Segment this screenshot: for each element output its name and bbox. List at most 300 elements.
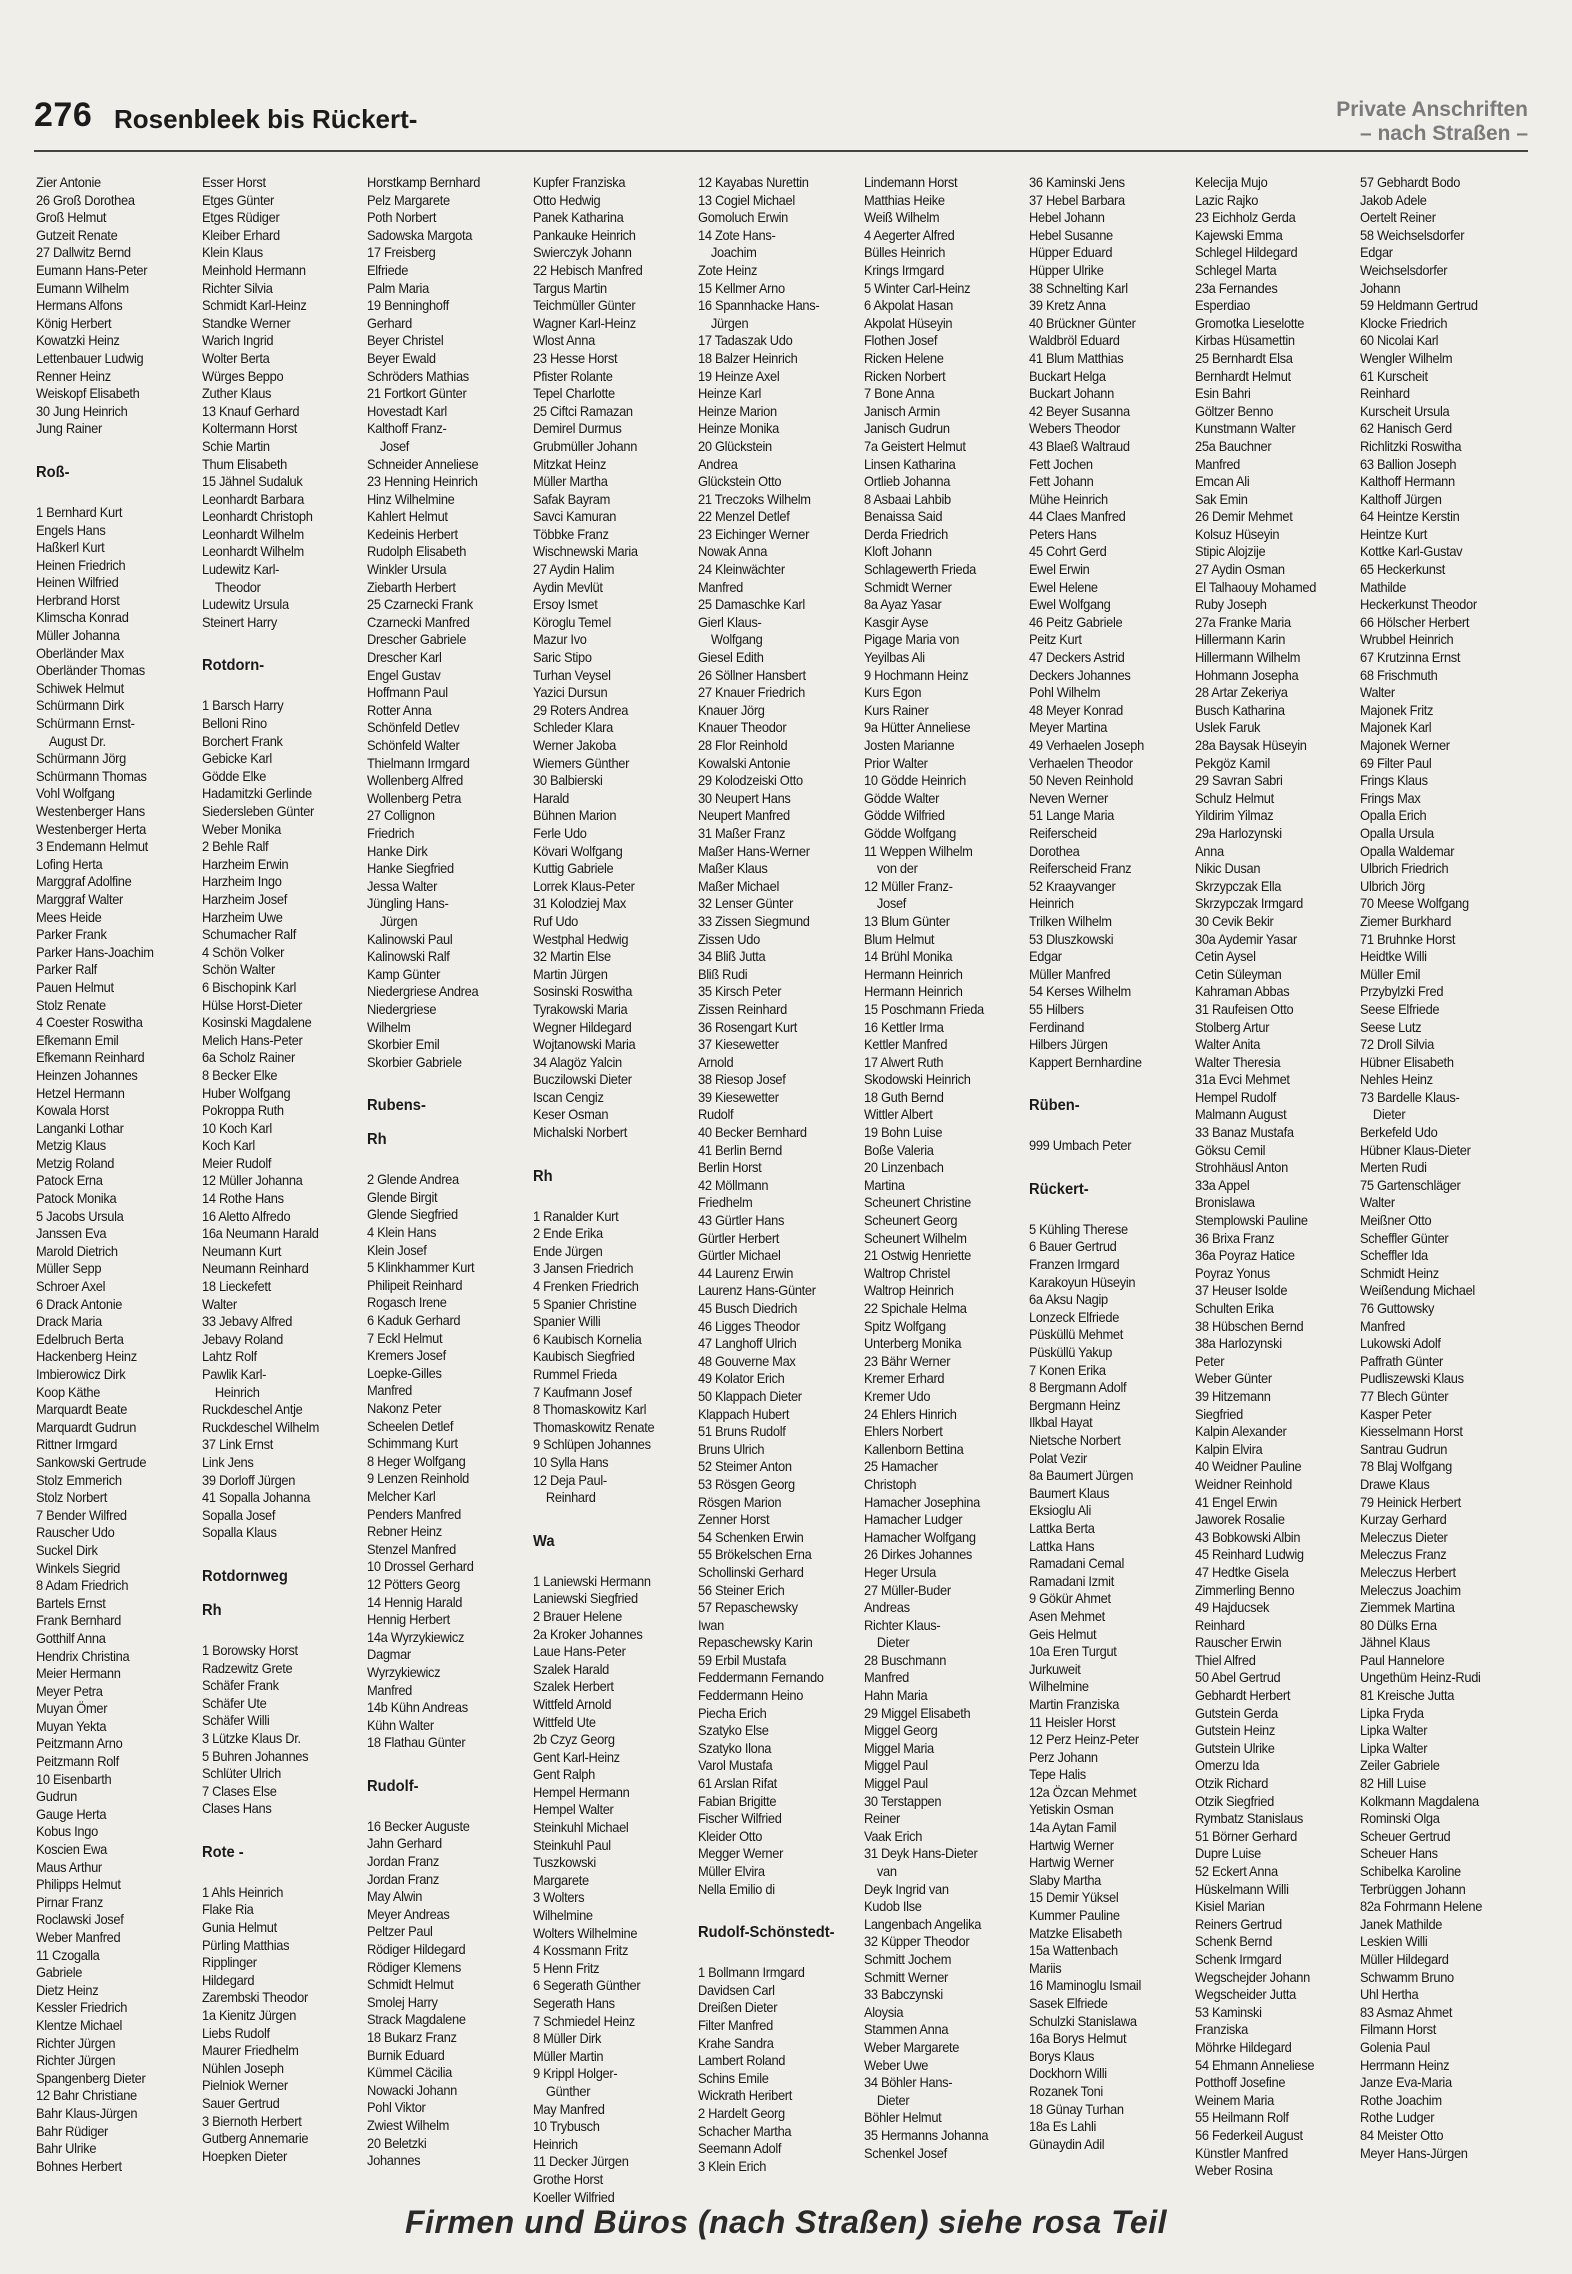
house-number-entry: 10 Sylla Hans [532,1453,608,1470]
resident-entry: Köroglu Temel [532,613,611,630]
resident-entry: Ewel Wolfgang [1029,596,1111,613]
resident-entry: Kottke Karl-Gustav [1360,543,1463,560]
resident-entry: Kasper Peter [1360,1405,1432,1422]
resident-entry: Bernhardt Helmut [1194,367,1291,384]
resident-entry: Heinze Marion [698,402,777,419]
resident-entry: Thomaskowitz Renate [532,1418,654,1435]
house-number-entry: 25 Ciftci Ramazan [532,402,633,419]
resident-entry: Kurs Egon [863,684,921,701]
resident-entry: Weiß Wilhelm [863,209,939,226]
resident-entry: Uhl Hertha [1360,1986,1419,2003]
resident-entry: Hendrix Christina [36,1647,130,1664]
resident-entry: Benaissa Said [863,508,942,525]
resident-entry: Smolej Harry [367,1993,438,2010]
resident-entry: Otzik Siegfried [1194,1792,1274,1809]
house-number-entry: 11 Czogalla [36,1946,100,1963]
resident-entry: Tepe Halis [1029,1766,1086,1783]
resident-entry: Krahe Sandra [698,2034,774,2051]
resident-entry: Esperdiao [1194,297,1250,314]
resident-entry: Herrmann Heinz [1360,2056,1450,2073]
house-number-entry: 7 Clases Else [201,1782,277,1799]
spacer [367,1804,519,1818]
resident-entry: Stenzel Manfred [367,1540,456,1557]
resident-entry: Buckart Helga [1029,367,1106,384]
house-number-entry: 31 Maßer Franz [698,824,786,841]
resident-entry: Fischer Wilfried [698,1810,782,1827]
house-number-entry: 21 Treczoks Wilhelm [698,490,811,507]
resident-entry: Aydin Mevlüt [532,578,603,595]
house-number-entry: 37 Link Ernst [201,1436,273,1453]
resident-entry: Frank Bernhard [36,1612,121,1629]
house-number-entry: 27 Müller-Buder [863,1581,951,1598]
resident-entry: Schibelka Karoline [1360,1863,1461,1879]
resident-entry: Jessa Walter [367,877,438,894]
house-number-entry: 2b Czyz Georg [532,1731,615,1748]
resident-entry: Fett Johann [1029,473,1094,490]
resident-entry: Hebel Johann [1029,209,1105,226]
resident-entry: Uslek Faruk [1194,719,1260,736]
resident-entry: Mathilde [1360,578,1407,595]
house-number-entry: 81 Kreische Jutta [1360,1687,1455,1704]
resident-entry: Heckerkunst Theodor [1360,596,1477,613]
resident-entry: Hebel Susanne [1029,226,1113,243]
resident-entry: Hanke Dirk [367,842,428,859]
resident-entry: Andreas [863,1599,910,1616]
resident-entry: Müller Emil [1360,965,1421,982]
house-number-entry: 25 Bernhardt Elsa [1194,349,1293,366]
house-number-entry: 19 Bohn Luise [863,1124,942,1141]
resident-entry: Kremer Udo [863,1387,930,1404]
spacer [533,1559,685,1573]
resident-entry: Skorbier Emil [367,1036,440,1053]
house-number-entry: 15 Kellmer Arno [698,279,785,296]
resident-entry: Schmidt Helmut [367,1976,454,1993]
resident-entry: Teichmüller Günter [532,297,635,314]
resident-entry: Niedergriese [367,1000,437,1017]
resident-entry: Pokroppa Ruth [201,1102,284,1119]
resident-entry: Ulbrich Friedrich [1360,860,1449,877]
resident-entry: Esin Bahri [1194,385,1250,402]
spacer [367,1071,519,1085]
entry-continuation: Theodor [214,578,261,595]
resident-entry: Paffrath Günter [1360,1352,1444,1369]
house-number-entry: 32 Küpper Theodor [863,1933,969,1950]
resident-entry: Gerhard [367,314,413,331]
resident-entry: Bronislawa [1194,1194,1255,1211]
resident-entry: Krings Irmgard [863,261,944,278]
resident-entry: Filter Manfred [698,2016,773,2033]
resident-entry: Sosinski Roswitha [532,983,632,1000]
resident-entry: Meyer Hans-Jürgen [1360,2144,1468,2161]
house-number-entry: 40 Becker Bernhard [698,1124,807,1141]
resident-entry: Jordan Franz [367,1853,440,1870]
house-number-entry: 17 Freisberg [367,244,436,261]
resident-entry: Zwiest Wilhelm [367,2116,450,2133]
resident-entry: Janisch Gudrun [863,420,950,437]
resident-entry: Meyer Martina [1029,719,1108,736]
house-number-entry: 12 Müller Johanna [201,1172,303,1189]
resident-entry: Zissen Reinhard [698,1000,787,1017]
house-number-entry: 15a Wattenbach [1029,1942,1118,1959]
resident-entry: Edelbruch Berta [36,1330,124,1347]
resident-entry: Zissen Udo [698,930,760,947]
resident-entry: Hillermann Karin [1194,631,1285,648]
resident-entry: Kelecija Mujo [1194,174,1267,190]
resident-entry: Püsküllü Yakup [1029,1344,1113,1361]
resident-entry: Hohmann Josepha [1194,666,1298,683]
resident-entry: Kalpin Alexander [1194,1423,1287,1440]
resident-entry: May Manfred [532,2100,605,2117]
house-number-entry: 1 Barsch Harry [201,697,283,714]
resident-entry: Jurkuweit [1029,1660,1081,1677]
page-title: Rosenbleek bis Rückert- [114,104,418,134]
resident-entry: Meier Hermann [36,1665,121,1682]
street-heading: Rh [532,1167,553,1185]
house-number-entry: 31a Evci Mehmet [1194,1071,1290,1088]
house-number-entry: 23 Eichholz Gerda [1194,209,1295,226]
resident-entry: Majonek Werner [1360,737,1450,753]
resident-entry: Szatyko Else [698,1722,769,1739]
resident-entry: Efkemann Emil [36,1031,119,1048]
resident-entry: Ortlieb Johanna [863,473,950,490]
resident-entry: Lipka Fryda [1360,1704,1424,1721]
house-number-entry: 36 Rosengart Kurt [698,1018,798,1035]
resident-entry: Rebner Heinz [367,1523,442,1540]
resident-entry: Wittfeld Arnold [532,1695,611,1712]
resident-entry: Ripplinger [201,1954,257,1971]
resident-entry: Otto Hedwig [532,191,600,208]
resident-entry: Melich Hans-Peter [201,1031,302,1048]
resident-entry: Heinze Monika [698,420,780,437]
house-number-entry: 38 Schnelting Karl [1029,279,1128,296]
house-number-entry: 8 Asbaai Lahbib [863,490,951,507]
house-number-entry: 6a Scholz Rainer [201,1049,295,1066]
directory-column [367,174,533,2169]
house-number-entry: 28 Flor Reinhold [698,737,788,753]
resident-entry: Hinz Wilhelmine [367,490,455,507]
house-number-entry: 12 Müller Franz- [863,877,953,894]
resident-entry: Koch Karl [201,1137,255,1154]
resident-entry: Drawe Klaus [1360,1475,1430,1492]
resident-entry: El Talhaouy Mohamed [1194,578,1316,595]
house-number-entry: 30 Jung Heinrich [36,402,128,419]
resident-entry: Skrzypczak Irmgard [1194,895,1303,912]
resident-entry: Marggraf Walter [36,890,124,907]
resident-entry: Schlagewerth Frieda [863,561,976,578]
house-number-entry: 1 Borowsky Horst [201,1641,298,1658]
resident-entry: Scheuer Gertrud [1360,1827,1451,1844]
street-heading: Rotdorn- [201,657,264,675]
resident-entry: Ruby Joseph [1194,596,1267,613]
resident-entry: Wegscheider Jutta [1194,1986,1296,2003]
resident-entry: Pudliszewski Klaus [1360,1370,1464,1387]
resident-entry: Horstkamp Bernhard [367,174,481,190]
house-number-entry: 18 Lieckefett [201,1278,271,1295]
spacer [698,1950,850,1964]
resident-entry: Mühe Heinrich [1029,490,1108,507]
house-number-entry: 14 Zote Hans- [698,226,776,243]
resident-entry: Kunstmann Walter [1194,420,1295,437]
house-number-entry: 2 Ende Erika [532,1225,603,1242]
resident-entry: Pielniok Werner [201,2077,288,2094]
resident-entry: Ziemer Burkhard [1360,912,1452,929]
resident-entry: Drescher Gabriele [367,631,467,648]
resident-entry: Heinen Friedrich [36,556,126,573]
house-number-entry: 68 Frischmuth [1360,666,1438,683]
resident-entry: Gutstein Heinz [1194,1722,1275,1739]
resident-entry: Lettenbauer Ludwig [36,349,144,366]
resident-entry: Frings Klaus [1360,772,1428,789]
resident-entry: Gunia Helmut [201,1919,277,1936]
resident-entry: Meleczus Joachim [1360,1581,1461,1598]
house-number-entry: 15 Poschmann Frieda [863,1000,984,1017]
house-number-entry: 10 Eisenbarth [36,1770,112,1787]
resident-entry: Mariis [1029,1959,1062,1976]
resident-entry: Kahlert Helmut [367,508,448,525]
resident-entry: Dorothea [1029,842,1080,859]
resident-entry: Walter [201,1295,237,1312]
resident-entry: Schönfeld Detlev [367,719,460,736]
resident-entry: Sak Emin [1194,490,1248,507]
resident-entry: Rominski Olga [1360,1810,1440,1827]
house-number-entry: 36 Brixa Franz [1194,1229,1274,1246]
house-number-entry: 20 Beletzki [367,2134,427,2151]
resident-entry: Bahr Klaus-Jürgen [36,2104,138,2121]
house-number-entry: 6a Aksu Nagip [1029,1291,1108,1308]
directory-column [1360,174,1526,2164]
house-number-entry: 7 Konen Erika [1029,1361,1106,1378]
section-label [1336,98,1528,146]
resident-entry: Ludewitz Karl- [201,561,279,578]
resident-entry: Weber Rosina [1194,2162,1273,2179]
resident-entry: Berlin Horst [698,1159,762,1176]
directory-column [1029,174,1195,2164]
resident-entry: Waldbröl Eduard [1029,332,1120,349]
spacer [698,1898,850,1912]
resident-entry: Fabian Brigitte [698,1792,777,1809]
resident-entry: Christoph [863,1475,916,1492]
resident-entry: Martina [863,1176,905,1193]
resident-entry: Yetiskin Osman [1029,1801,1114,1818]
resident-entry: Wilhelmine [532,1907,593,1924]
house-number-entry: 3 Klein Erich [698,2157,767,2174]
house-number-entry: 20 Linzenbach [863,1159,944,1176]
house-number-entry: 39 Hitzemann [1194,1387,1271,1404]
house-number-entry: 25 Hamacher [863,1458,938,1475]
house-number-entry: 9 Hochmann Heinz [863,666,968,683]
resident-entry: Sadowska Margota [367,226,473,243]
resident-entry: Spanier Willi [532,1313,600,1330]
resident-entry: Reiners Gertrud [1194,1915,1282,1932]
resident-entry: Etges Günter [201,191,274,208]
resident-entry: Schroer Axel [36,1278,106,1295]
house-number-entry: 53 Dluszkowski [1029,930,1114,947]
resident-entry: Schleder Klara [532,719,613,736]
house-number-entry: 11 Weppen Wilhelm [863,842,973,859]
resident-entry: Kowalski Antonie [698,754,791,771]
resident-entry: Gabriele [36,1964,83,1981]
resident-entry: Opalla Ursula [1360,824,1434,841]
resident-entry: Klein Klaus [201,244,263,261]
spacer [1029,1155,1181,1169]
resident-entry: Hennig Herbert [367,1611,450,1628]
house-number-entry: 12 Deja Paul- [532,1471,607,1488]
resident-entry: Edgar [1360,244,1393,261]
house-number-entry: 19 Heinze Axel [698,367,780,384]
resident-entry: Klimscha Konrad [36,609,129,626]
resident-entry: Jüngling Hans- [367,895,449,912]
resident-entry: Rummel Frieda [532,1366,617,1382]
house-number-entry: 82a Fohrmann Helene [1360,1898,1483,1915]
resident-entry: Flake Ria [201,1901,254,1918]
resident-entry: Oertelt Reiner [1360,209,1436,226]
resident-entry: Stolz Emmerich [36,1471,122,1488]
resident-entry: Franzen Irmgard [1029,1256,1120,1273]
resident-entry: Giesel Edith [698,649,764,666]
resident-entry: Schröders Mathias [367,367,469,384]
resident-entry: Yeyilbas Ali [863,649,925,666]
house-number-entry: 13 Cogiel Michael [698,191,795,208]
resident-entry: Borchert Frank [201,732,283,749]
entry-continuation: Jürgen [710,314,749,331]
resident-entry: Ziebarth Herbert [367,578,456,595]
resident-entry: Kajewski Emma [1194,226,1282,243]
house-number-entry: 10 Drossel Gerhard [367,1558,474,1575]
resident-entry: Dupre Luise [1194,1845,1261,1862]
resident-entry: Müller Sepp [36,1260,102,1277]
house-number-entry: 7 Bender Wilfred [36,1506,127,1523]
house-number-entry: 26 Demir Mehmet [1194,508,1293,525]
house-number-entry: 56 Steiner Erich [698,1581,785,1598]
resident-entry: Targus Martin [532,279,607,296]
resident-entry: Janssen Eva [36,1225,107,1242]
resident-entry: Franziska [1194,2021,1248,2038]
resident-entry: Knauer Theodor [698,719,787,736]
resident-entry: Savci Kamuran [532,508,616,525]
house-number-entry: 5 Winter Carl-Heinz [863,279,970,296]
resident-entry: Gutzeit Renate [36,226,118,243]
resident-entry: Thum Elisabeth [201,455,287,472]
resident-entry: Walter Anita [1194,1036,1260,1053]
resident-entry: Walter Theresia [1194,1053,1280,1070]
house-number-entry: 45 Reinhard Ludwig [1194,1546,1304,1563]
resident-entry: Manfred [863,1669,909,1686]
house-number-entry: 33 Banaz Mustafa [1194,1124,1294,1141]
resident-entry: Filmann Horst [1360,2021,1436,2038]
resident-entry: Stolz Renate [36,996,106,1013]
resident-entry: Hempel Hermann [532,1783,629,1800]
resident-entry: Wollenberg Petra [367,789,462,806]
resident-entry: Kurzay Gerhard [1360,1511,1447,1528]
resident-entry: Hempel Rudolf [1194,1088,1276,1105]
resident-entry: Müller Martin [532,2047,603,2064]
house-number-entry: 29 Roters Andrea [532,701,628,718]
resident-entry: Meinhold Hermann [201,261,306,278]
house-number-entry: 51 Börner Gerhard [1194,1827,1297,1844]
house-number-entry: 66 Hölscher Herbert [1360,613,1470,630]
resident-entry: Kowatzki Heinz [36,332,120,349]
house-number-entry: 8 Thomaskowitz Karl [532,1401,646,1418]
resident-entry: Zimmerling Benno [1194,1581,1294,1598]
resident-entry: Schönfeld Walter [367,737,460,753]
resident-entry: Haßkerl Kurt [36,539,105,556]
resident-entry: Fett Jochen [1029,455,1093,472]
resident-entry: Schenkel Josef [863,2144,947,2161]
resident-entry: Panek Katharina [532,209,623,226]
resident-entry: Skodowski Heinrich [863,1071,971,1088]
resident-entry: Keser Osman [532,1106,608,1123]
resident-entry: Stemplowski Pauline [1194,1212,1308,1229]
resident-entry: Hanke Siegfried [367,860,454,877]
resident-entry: Glende Birgit [367,1188,438,1205]
resident-entry: Andrea [698,455,738,472]
resident-entry: Varol Mustafa [698,1757,773,1774]
resident-entry: Safak Bayram [532,490,610,507]
house-number-entry: 6 Bauer Gertrud [1029,1238,1117,1255]
house-number-entry: 8a Baumert Jürgen [1029,1467,1134,1484]
resident-entry: Philipeit Reinhard [367,1276,463,1293]
house-number-entry: 23a Fernandes [1194,279,1277,296]
resident-entry: Saric Stipo [532,649,592,666]
resident-entry: Schie Martin [201,437,270,454]
resident-entry: Lazic Rajko [1194,191,1258,208]
spacer [533,1142,685,1156]
resident-entry: Walter [1360,1194,1395,1211]
resident-entry: Mitzkat Heinz [532,455,606,472]
resident-entry: Janze Eva-Maria [1360,2074,1452,2091]
house-number-entry: 45 Cohrt Gerd [1029,543,1107,560]
resident-entry: Heinen Wilfried [36,574,119,591]
house-number-entry: 29 Kolodzeiski Otto [698,772,803,789]
resident-entry: Pawlik Karl- [201,1366,266,1382]
resident-entry: Kowala Horst [36,1102,109,1119]
resident-entry: Parker Ralf [36,961,97,978]
resident-entry: Clases Hans [201,1800,271,1817]
resident-entry: Steinkuhl Michael [532,1819,628,1836]
resident-entry: Kümmel Cäcilia [367,2064,452,2081]
resident-entry: Potthoff Josefine [1194,2074,1285,2091]
house-number-entry: 62 Hanisch Gerd [1360,420,1452,437]
resident-entry: Ricken Helene [863,349,944,366]
resident-entry: Omerzu Ida [1194,1757,1259,1774]
house-number-entry: 12 Pötters Georg [367,1575,460,1592]
resident-entry: Kettler Manfred [863,1036,947,1053]
resident-entry: Peitzmann Rolf [36,1753,119,1770]
resident-entry: Schmitt Werner [863,1968,948,1985]
directory-column [698,174,864,2174]
resident-entry: Czarnecki Manfred [367,613,470,630]
resident-entry: Hempel Walter [532,1801,614,1818]
resident-entry: Gent Ralph [532,1766,595,1783]
resident-entry: Kallenborn Bettina [863,1440,963,1457]
resident-entry: Weichselsdorfer [1360,261,1448,278]
house-number-entry: 53 Rösgen Georg [698,1475,795,1492]
house-number-entry: 65 Heckerkunst [1360,561,1445,578]
resident-entry: Koop Käthe [36,1383,101,1400]
resident-entry: Parker Hans-Joachim [36,943,154,960]
resident-entry: Lipka Walter [1360,1722,1428,1739]
resident-entry: Sopalla Josef [201,1506,275,1523]
resident-entry: Kolsuz Hüseyin [1194,525,1279,542]
resident-entry: Nowacki Johann [367,2081,458,2098]
house-number-entry: 26 Söllner Hansbert [698,666,806,683]
resident-entry: Feddermann Fernando [698,1669,824,1686]
resident-entry: Wyrzykiewicz [367,1663,441,1680]
street-heading: Rudolf-Schönstedt- [698,1924,835,1942]
house-number-entry: 70 Meese Wolfgang [1360,895,1469,912]
resident-entry: Janek Mathilde [1360,1915,1443,1932]
resident-entry: Strohhäusl Anton [1194,1159,1288,1176]
